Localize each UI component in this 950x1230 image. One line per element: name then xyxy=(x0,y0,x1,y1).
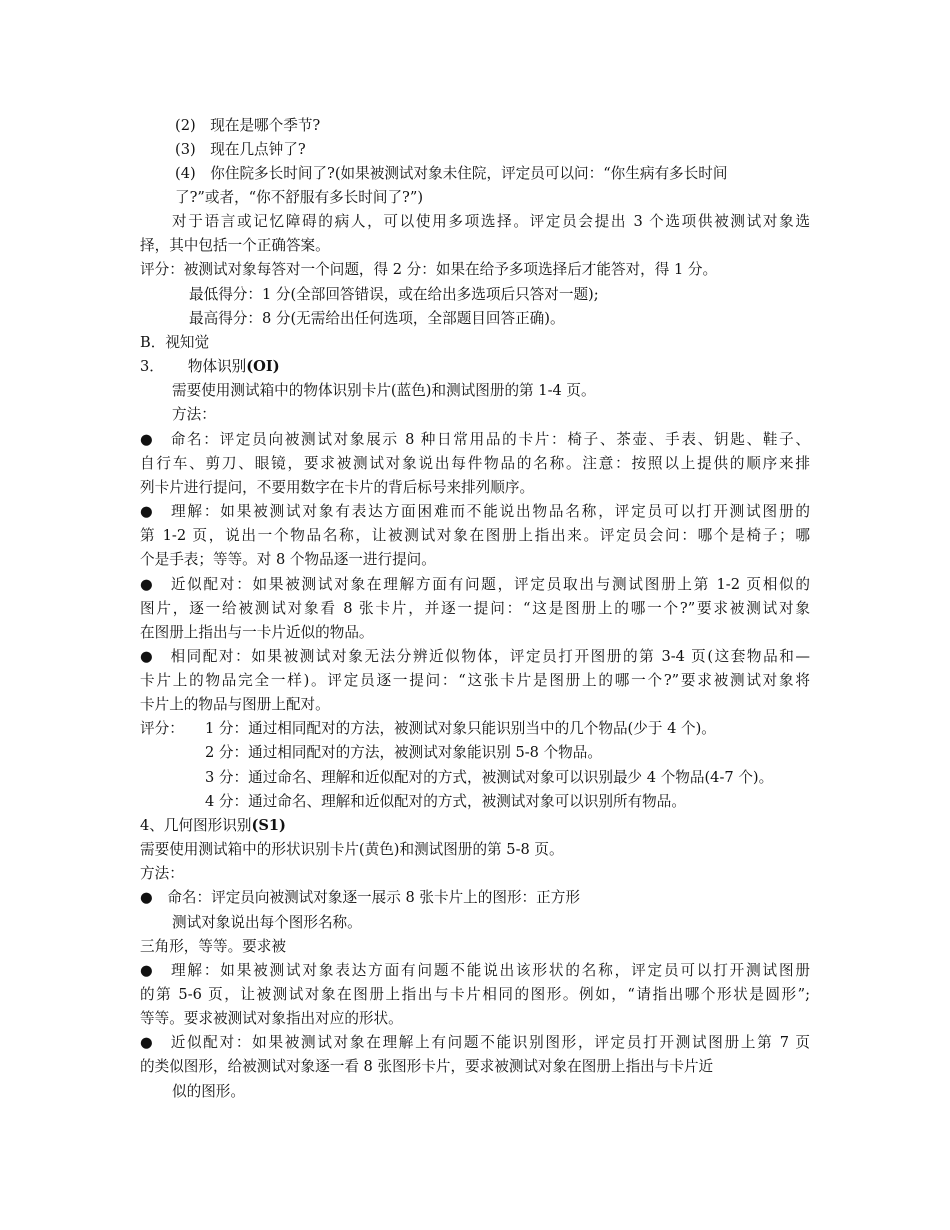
shape-recognition-heading xyxy=(140,814,286,838)
question-3: (3) 现在几点钟了? xyxy=(175,141,306,158)
naming-item-line-3: 列卡片进行提问，不要用数字在卡片的背后标号来排列顺序。 xyxy=(140,479,535,496)
approximate-matching-item-line-2: 图片，逐一给被测试对象看 8 张卡片，并逐一提问：“这是图册上的哪一个?”要求被测试对象 xyxy=(140,600,810,617)
naming-item: ● 命名：评定员向被测试对象展示 8 种日常用品的卡片：椅子、茶壶、手表、钥匙、鞋子、 xyxy=(140,431,810,448)
score-2-points: 2 分：通过相同配对的方法，被测试对象能识别 5-8 个物品。 xyxy=(205,744,602,761)
shape-approximate-matching-item: ● 近似配对：如果被测试对象在理解上有问题不能识别图形，评定员打开测试图册上第 7 页 xyxy=(140,1034,810,1051)
section-b-heading: B．视知觉 xyxy=(140,334,210,351)
object-recognition-method-label: 方法： xyxy=(172,406,216,423)
object-recognition-materials: 需要使用测试箱中的物体识别卡片(蓝色)和测试图册的第 1-4 页。 xyxy=(172,382,596,399)
shape-recognition-materials: 需要使用测试箱中的形状识别卡片(黄色)和测试图册的第 5-8 页。 xyxy=(140,841,564,858)
approximate-matching-item: ● 近似配对：如果被测试对象在理解方面有问题，评定员取出与测试图册上第 1-2 页相似的 xyxy=(140,576,810,593)
multiple-choice-note-continued: 择，其中包括一个正确答案。 xyxy=(140,237,330,254)
shape-naming-item-line-3: 三角形，等等。要求被 xyxy=(140,938,286,955)
comprehension-item-line-2: 第 1-2 页，说出一个物品名称，让被测试对象在图册上指出来。评定员会问：哪个是椅子；哪 xyxy=(140,527,810,544)
comprehension-item-line-3: 个是手表；等等。对 8 个物品逐一进行提问。 xyxy=(140,551,436,568)
shape-approximate-matching-item-line-2: 的类似图形，给被测试对象逐一看 8 张图形卡片，要求被测试对象在图册上指出与卡片近 xyxy=(140,1058,714,1075)
multiple-choice-note: 对于语言或记忆障碍的病人，可以使用多项选择。评定员会提出 3 个选项供被测试对象选 xyxy=(172,213,810,230)
scoring-orientation: 评分：被测试对象每答对一个问题，得 2 分：如果在给予多项选择后才能答对，得 1 分。 xyxy=(140,261,718,278)
shape-naming-item-line-2: 测试对象说出每个图形名称。 xyxy=(172,914,362,931)
shape-naming-item: ● 命名：评定员向被测试对象逐一展示 8 张卡片上的图形：正方形 xyxy=(140,889,580,906)
shape-comprehension-item-line-2: 的第 5-6 页，让被测试对象在图册上指出与卡片相同的图形。例如，“请指出哪个形状是圆形”; xyxy=(140,986,810,1003)
score-4-points: 4 分：通过命名、理解和近似配对的方式，被测试对象可以识别所有物品。 xyxy=(205,793,686,810)
shape-comprehension-item-line-3: 等等。要求被测试对象指出对应的形状。 xyxy=(140,1010,403,1027)
naming-item-line-2: 自行车、剪刀、眼镜，要求被测试对象说出每件物品的名称。注意：按照以上提供的顺序来排 xyxy=(140,455,810,472)
object-recognition-number: 3． xyxy=(140,358,164,375)
shape-recognition-abbr: (S1) xyxy=(251,817,286,834)
identical-matching-item-line-3: 卡片上的物品与图册上配对。 xyxy=(140,696,330,713)
shape-approximate-matching-item-line-3: 似的图形。 xyxy=(172,1083,245,1100)
score-3-points: 3 分：通过命名、理解和近似配对的方式，被测试对象可以识别最少 4 个物品(4-7 个)。 xyxy=(205,769,774,786)
identical-matching-item: ● 相同配对：如果被测试对象无法分辨近似物体，评定员打开图册的第 3-4 页(这套物品和— xyxy=(140,648,810,665)
maximum-score: 最高得分：8 分(无需给出任何选项，全部题目回答正确)。 xyxy=(189,310,565,327)
scoring-label: 评分： xyxy=(140,720,184,737)
question-4-continued: 了?”或者，“你不舒服有多长时间了?”) xyxy=(175,189,424,206)
object-recognition-abbr: (OI) xyxy=(246,358,280,375)
object-recognition-title: 物体识别 xyxy=(187,358,247,375)
minimum-score: 最低得分：1 分(全部回答错误，或在给出多选项后只答对一题); xyxy=(189,286,599,303)
score-1-point: 1 分：通过相同配对的方法，被测试对象只能识别当中的几个物品(少于 4 个)。 xyxy=(205,720,716,737)
question-4: (4) 你住院多长时间了?(如果被测试对象未住院，评定员可以问：“你生病有多长时间 xyxy=(175,165,728,182)
shape-recognition-title: 4、几何图形识别 xyxy=(140,817,252,834)
approximate-matching-item-line-3: 在图册上指出与一卡片近似的物品。 xyxy=(140,624,374,641)
shape-recognition-method-label: 方法： xyxy=(140,865,184,882)
shape-comprehension-item: ● 理解：如果被测试对象表达方面有问题不能说出该形状的名称，评定员可以打开测试图册 xyxy=(140,962,810,979)
identical-matching-item-line-2: 卡片上的物品完全一样)。评定员逐一提问：“这张卡片是图册上的哪一个?”要求被测试对象将 xyxy=(140,672,810,689)
question-2: (2) 现在是哪个季节? xyxy=(175,117,321,134)
object-recognition-heading xyxy=(140,355,280,379)
comprehension-item: ● 理解：如果被测试对象有表达方面困难而不能说出物品名称，评定员可以打开测试图册的 xyxy=(140,503,810,520)
